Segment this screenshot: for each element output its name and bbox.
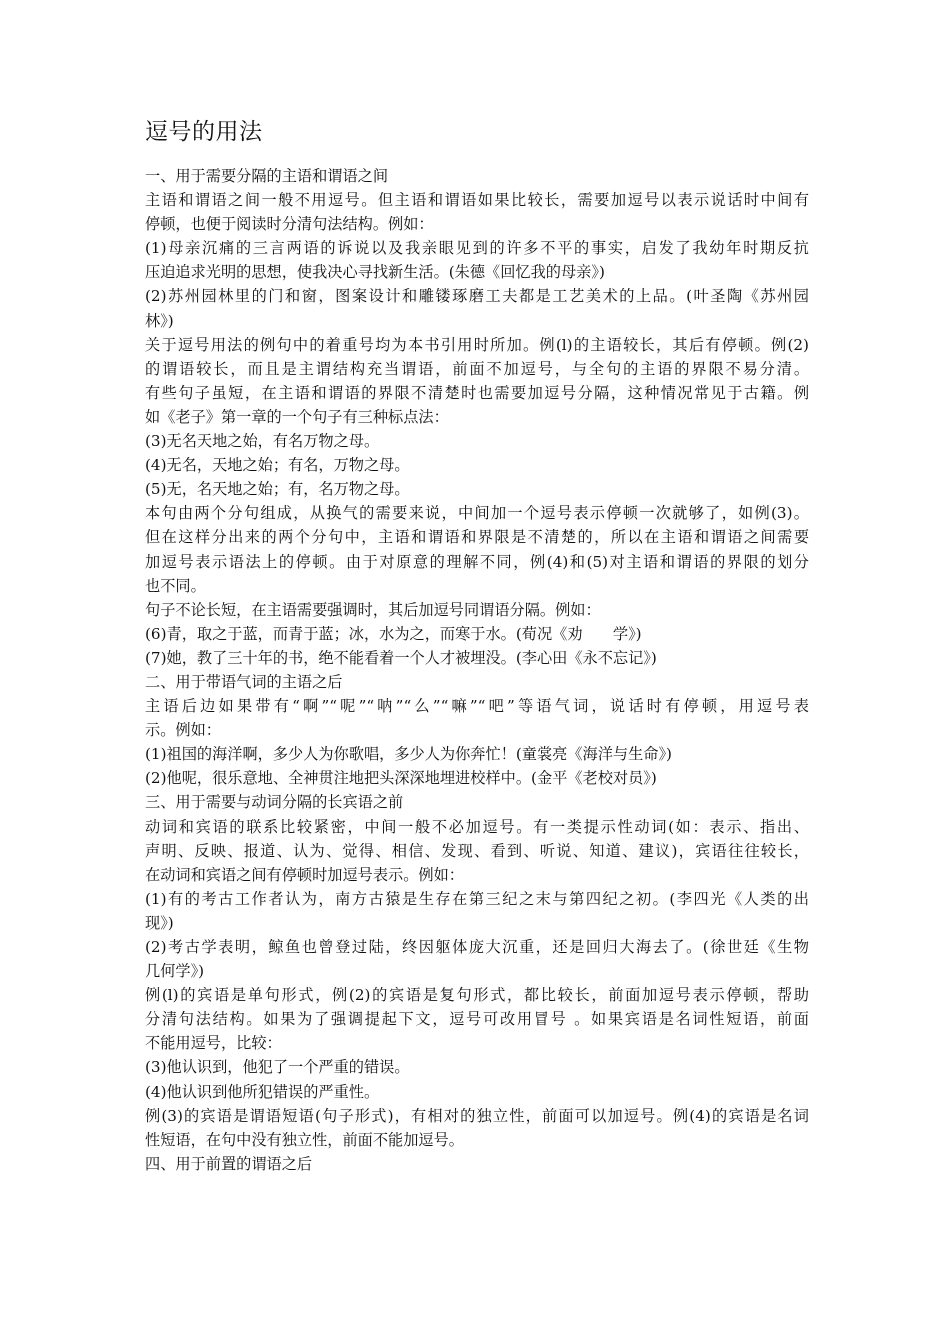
text-line: 也不同。 (145, 576, 206, 595)
text-line: 声明、反映、报道、认为、觉得、相信、发现、看到、听说、知道、建议)，宾语往往较长， (145, 841, 809, 860)
text-line: 示。例如： (145, 721, 221, 740)
text-line: 的谓语较长，而且是主谓结构充当谓语，前面不加逗号，与全句的主语的界限不易分清。 (145, 359, 809, 378)
text-line: 一、用于需要分隔的主语和谓语之间 (145, 167, 388, 185)
text-line: 有些句子虽短，在主语和谓语的界限不清楚时也需要加逗号分隔，这种情况常见于古籍。例 (145, 383, 809, 402)
text-line: (6)青，取之于蓝，而青于蓝；冰，水为之，而寒于水。(荀况《劝 学》) (145, 624, 642, 643)
text-line: (4)他认识到他所犯错误的严重性。 (145, 1082, 380, 1101)
text-line: (5)无，名天地之始；有，名万物之母。 (145, 480, 410, 499)
text-line: (3)无名天地之始，有名万物之母。 (145, 432, 380, 451)
text-line: 如《老子》第一章的一个句子有三种标点法： (145, 407, 449, 426)
text-line: 不能用逗号，比较： (145, 1034, 282, 1053)
text-line: 例(3)的宾语是谓语短语(句子形式)，有相对的独立性，前面可以加逗号。例(4)的宾语是名词 (145, 1106, 809, 1125)
text-line: 现》) (145, 913, 174, 932)
document-title: 逗号的用法 (145, 119, 263, 145)
text-line: 在动词和宾语之间有停顿时加逗号表示。例如： (145, 865, 464, 884)
text-line: (1)有的考古工作者认为，南方古猿是生存在第三纪之末与第四纪之初。(李四光《人类的出 (145, 889, 809, 908)
text-line: 压迫追求光明的思想，使我决心寻找新生活。(朱德《回忆我的母亲》) (145, 263, 605, 282)
text-line: 分清句法结构。如果为了强调提起下文，逗号可改用冒号 。如果宾语是名词性短语，前面 (145, 1010, 809, 1029)
text-line: (1)母亲沉痛的三言两语的诉说以及我亲眼见到的许多不平的事实，启发了我幼年时期反抗 (145, 239, 809, 258)
text-line: 句子不论长短，在主语需要强调时，其后加逗号同谓语分隔。例如： (145, 600, 601, 619)
text-line: 主语后边如果带有“啊”“呢”“呐”“么”“嘛”“吧”等语气词，说话时有停顿，用逗号表 (145, 697, 809, 716)
text-line: (7)她，教了三十年的书，绝不能看着一个人才被埋没。(李心田《永不忘记》) (145, 648, 657, 667)
text-line: 主语和谓语之间一般不用逗号。但主语和谓语如果比较长，需要加逗号以表示说话时中间有 (145, 191, 809, 210)
text-line: (4)无名，天地之始；有名，万物之母。 (145, 456, 410, 475)
text-line: (1)祖国的海洋啊，多少人为你歌唱，多少人为你奔忙！(童裳亮《海洋与生命》) (145, 745, 672, 764)
text-line: 但在这样分出来的两个分句中，主语和谓语和界限是不清楚的，所以在主语和谓语之间需要 (145, 528, 809, 547)
document-body (145, 164, 809, 1176)
text-line: (2)苏州园林里的门和窗，图案设计和雕镂琢磨工夫都是工艺美术的上品。(叶圣陶《苏州园 (145, 287, 809, 306)
text-line: (2)他呢，很乐意地、全神贯注地把头深深地埋进校样中。(金平《老校对员》) (145, 769, 657, 788)
text-line: 例(l)的宾语是单句形式，例(2)的宾语是复句形式，都比较长，前面加逗号表示停顿，帮助 (145, 986, 809, 1005)
text-line: 二、用于带语气词的主语之后 (145, 672, 343, 691)
text-line: 性短语，在句中没有独立性，前面不能加逗号。 (145, 1130, 464, 1149)
text-line: 加逗号表示语法上的停顿。由于对原意的理解不同，例(4)和(5)对主语和谓语的界限的划分 (145, 552, 809, 571)
text-line: 本句由两个分句组成，从换气的需要来说，中间加一个逗号表示停顿一次就够了，如例(3)。 (145, 504, 809, 523)
text-line: 几何学》) (145, 962, 205, 981)
text-line: (3)他认识到，他犯了一个严重的错误。 (145, 1058, 410, 1077)
text-line: 动词和宾语的联系比较紧密，中间一般不必加逗号。有一类提示性动词(如：表示、指出、 (145, 817, 809, 836)
text-line: 关于逗号用法的例句中的着重号均为本书引用时所加。例(l)的主语较长，其后有停顿。例(2) (145, 335, 809, 354)
text-line: (2)考古学表明，鲸鱼也曾登过陆，终因躯体庞大沉重，还是回归大海去了。(徐世廷《生物 (145, 938, 809, 956)
text-line: 停顿，也便于阅读时分清句法结构。例如： (145, 215, 434, 234)
text-line: 四、用于前置的谓语之后 (145, 1154, 313, 1173)
text-line: 林》) (145, 311, 174, 330)
text-line: 三、用于需要与动词分隔的长宾语之前 (145, 793, 404, 812)
